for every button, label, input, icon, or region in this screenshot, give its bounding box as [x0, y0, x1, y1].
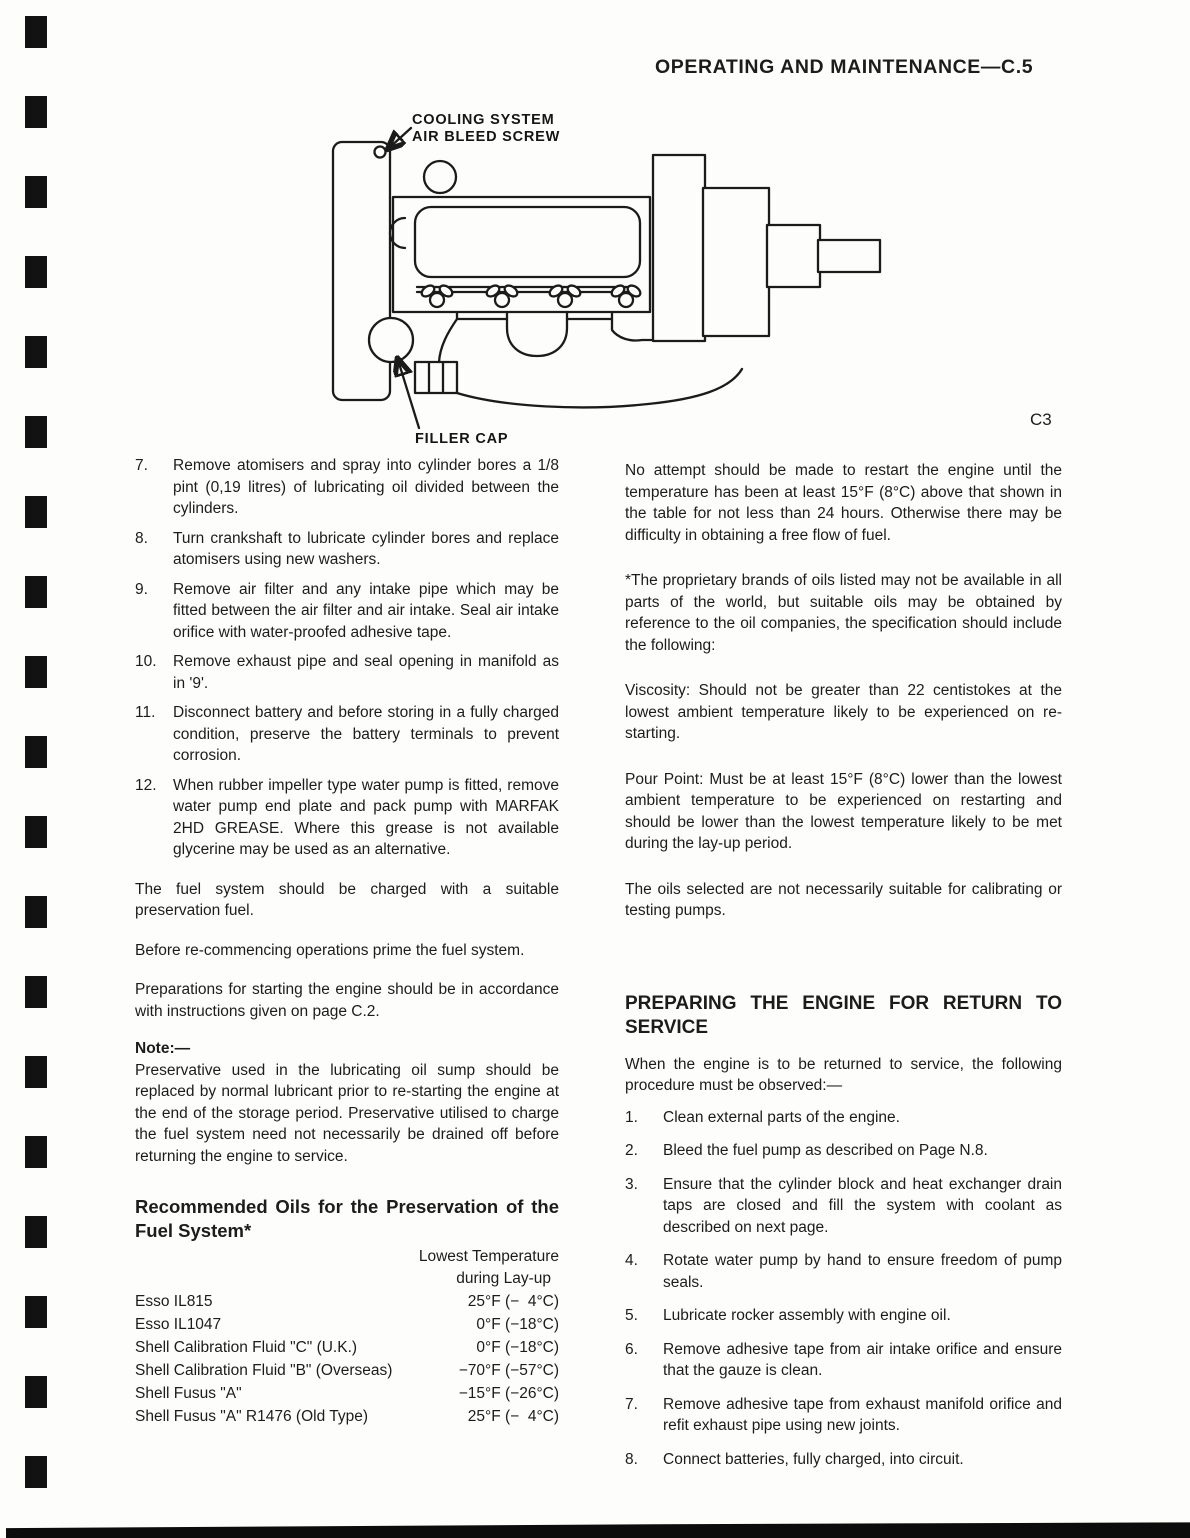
note-heading: Note:— — [135, 1040, 191, 1057]
table-row — [135, 1313, 559, 1336]
binding-marks — [25, 16, 47, 1512]
list-item — [625, 1174, 1062, 1239]
list-item — [625, 1305, 1062, 1327]
storage-steps-list — [135, 455, 559, 861]
oil-temperature: 25°F (− 4°C) — [467, 1293, 559, 1310]
table-row — [135, 1290, 559, 1313]
list-item-text: Turn crankshaft to lubricate cylinder bores and replace atomisers using new washers. — [173, 529, 559, 568]
list-item-number: 7. — [135, 457, 148, 474]
oil-temperature: 0°F (−18°C) — [476, 1339, 559, 1356]
note-block — [135, 1038, 559, 1167]
air-bleed-screw — [375, 147, 386, 158]
left-paragraphs — [135, 879, 559, 1023]
oil-name: Shell Calibration Fluid "B" (Overseas) — [135, 1362, 393, 1379]
list-item-text: Connect batteries, fully charged, into circuit. — [663, 1450, 964, 1468]
list-item — [135, 528, 559, 571]
oil-temperature: −70°F (−57°C) — [458, 1362, 559, 1379]
list-item-text: Bleed the fuel pump as described on Page N.8. — [663, 1142, 988, 1159]
oil-name: Shell Fusus "A" — [135, 1385, 242, 1402]
oil-filler-cap — [424, 161, 456, 193]
sump-outline — [457, 369, 742, 407]
oil-temperature: −15°F (−26°C) — [458, 1385, 559, 1402]
list-item-number: 8. — [625, 1450, 638, 1468]
block-bell — [507, 319, 567, 356]
right-paragraphs — [625, 460, 1062, 922]
paragraph: Preparations for starting the engine should be in accordance with instructions given on page C.2. — [135, 981, 559, 1020]
list-item-number: 4. — [625, 1252, 638, 1269]
oils-heading: Recommended Oils for the Preservation of the Fuel System* — [135, 1196, 559, 1241]
table-row — [135, 1405, 559, 1428]
engine-diagram — [318, 98, 888, 458]
bottom-scan-bar — [6, 1522, 1190, 1538]
paragraph: Before re-commencing operations prime the fuel system. — [135, 941, 525, 959]
filler-pipe — [415, 362, 457, 393]
list-item — [625, 1394, 1062, 1437]
filler-label: FILLER CAP — [415, 431, 509, 447]
list-item-number: 11. — [135, 704, 156, 721]
list-item-text: Remove exhaust pipe and seal opening in manifold as in '9'. — [173, 653, 559, 692]
list-item — [135, 455, 559, 520]
figure-number: C3 — [1030, 410, 1052, 429]
list-item — [135, 702, 559, 767]
list-item-text: Remove adhesive tape from exhaust manifold orifice and refit exhaust pipe using new joints. — [663, 1395, 1062, 1434]
list-item — [135, 579, 559, 644]
list-item-number: 8. — [135, 529, 148, 547]
gearbox-housing — [703, 188, 769, 336]
note-text: Preservative used in the lubricating oil sump should be replaced by normal lubricant prior to re-starting the engine at the end of the storage period. Preservative utilised to charge the fuel system need not necessarily be drained off before returning the engine to service. — [135, 1061, 559, 1165]
cooling-label-arrow — [389, 128, 411, 148]
list-item-number: 3. — [625, 1175, 638, 1193]
list-item-text: Remove adhesive tape from air intake orifice and ensure that the gauze is clean. — [663, 1340, 1062, 1379]
service-steps-list — [625, 1107, 1062, 1471]
oil-name: Shell Fusus "A" R1476 (Old Type) — [135, 1408, 368, 1425]
left-column — [135, 455, 559, 1428]
output-housing — [767, 225, 820, 287]
list-item-text: Disconnect battery and before storing in a fully charged condition, preserve the battery terminals to prevent corrosion. — [173, 704, 559, 764]
paragraph: The fuel system should be charged with a suitable preservation fuel. — [135, 880, 559, 919]
list-item — [135, 651, 559, 694]
flywheel-housing — [653, 155, 705, 341]
list-item-text: Remove atomisers and spray into cylinder bores a 1/8 pint (0,19 litres) of lubricating oil divided between the cylinders. — [173, 457, 559, 517]
block-right-curve — [612, 319, 654, 341]
right-column — [625, 460, 1062, 1482]
list-item — [625, 1140, 1062, 1162]
oils-table — [135, 1290, 559, 1428]
list-item-number: 9. — [135, 580, 148, 598]
page-header: OPERATING AND MAINTENANCE—C.5 — [655, 56, 1034, 78]
list-item-text: Rotate water pump by hand to ensure freedom of pump seals. — [663, 1252, 1062, 1291]
paragraph: The oils selected are not necessarily suitable for calibrating or testing pumps. — [625, 880, 1062, 919]
table-row — [135, 1336, 559, 1359]
list-item — [625, 1339, 1062, 1382]
list-item-number: 6. — [625, 1340, 638, 1358]
filler-cap — [369, 318, 413, 362]
table-row — [135, 1359, 559, 1382]
paragraph: *The proprietary brands of oils listed may not be available in all parts of the world, but suitable oils may be obtained by reference to the oil companies, the specification should include the following: — [625, 572, 1062, 654]
list-item-number: 7. — [625, 1395, 638, 1413]
service-intro: When the engine is to be returned to service, the following procedure must be observed:— — [625, 1055, 1062, 1094]
list-item-text: Ensure that the cylinder block and heat exchanger drain taps are closed and fill the system with coolant as described on next page. — [663, 1175, 1062, 1236]
paragraph: Viscosity: Should not be greater than 22 centistokes at the lowest ambient temperature likely to be experienced on re-starting. — [625, 682, 1062, 742]
list-item — [625, 1250, 1062, 1293]
header-tank-outline — [333, 142, 390, 400]
oils-column-header-line1: Lowest Temperature — [418, 1248, 559, 1265]
oil-name: Esso IL1047 — [135, 1316, 222, 1333]
paragraph: No attempt should be made to restart the engine until the temperature has been at least 15°F (8°C) above that shown in the table for not less than 24 hours. Otherwise there may be difficulty in obtaining a free flow of fuel. — [625, 462, 1062, 544]
list-item-number: 10. — [135, 653, 157, 670]
oil-name: Shell Calibration Fluid "C" (U.K.) — [135, 1339, 358, 1356]
list-item-number: 1. — [625, 1108, 638, 1126]
list-item-text: Lubricate rocker assembly with engine oil. — [663, 1307, 951, 1324]
cooling-label-line1: COOLING SYSTEM — [412, 112, 555, 128]
list-item — [625, 1449, 1062, 1471]
oil-temperature: 0°F (−18°C) — [476, 1316, 559, 1333]
list-item-number: 2. — [625, 1142, 638, 1159]
cooling-label-line2: AIR BLEED SCREW — [412, 129, 561, 145]
block-left-curve — [439, 319, 457, 362]
list-item-number: 12. — [135, 776, 157, 794]
list-item — [625, 1107, 1062, 1129]
oils-column-header-line2: during Lay-up — [456, 1269, 551, 1287]
output-shaft — [818, 240, 880, 272]
list-item-text: Clean external parts of the engine. — [663, 1108, 900, 1126]
table-row — [135, 1382, 559, 1405]
paragraph: Pour Point: Must be at least 15°F (8°C) lower than the lowest ambient temperature to be experienced on restarting and should be lower than the lowest temperature likely to be met during the lay-up period. — [625, 770, 1062, 852]
oils-column-header — [135, 1246, 559, 1289]
list-item-text: When rubber impeller type water pump is fitted, remove water pump end plate and pack pump with MARFAK 2HD GREASE. Where this grease is not available glycerine may be used as an alternative. — [173, 776, 559, 858]
list-item — [135, 775, 559, 861]
oil-temperature: 25°F (− 4°C) — [467, 1408, 559, 1425]
service-heading: PREPARING THE ENGINE FOR RETURN TO SERVICE — [625, 992, 1062, 1038]
list-item-text: Remove air filter and any intake pipe which may be fitted between the air filter and air intake. Seal air intake orifice with water-proofed adhesive tape. — [173, 580, 559, 641]
oil-name: Esso IL815 — [135, 1293, 213, 1310]
list-item-number: 5. — [625, 1307, 638, 1324]
